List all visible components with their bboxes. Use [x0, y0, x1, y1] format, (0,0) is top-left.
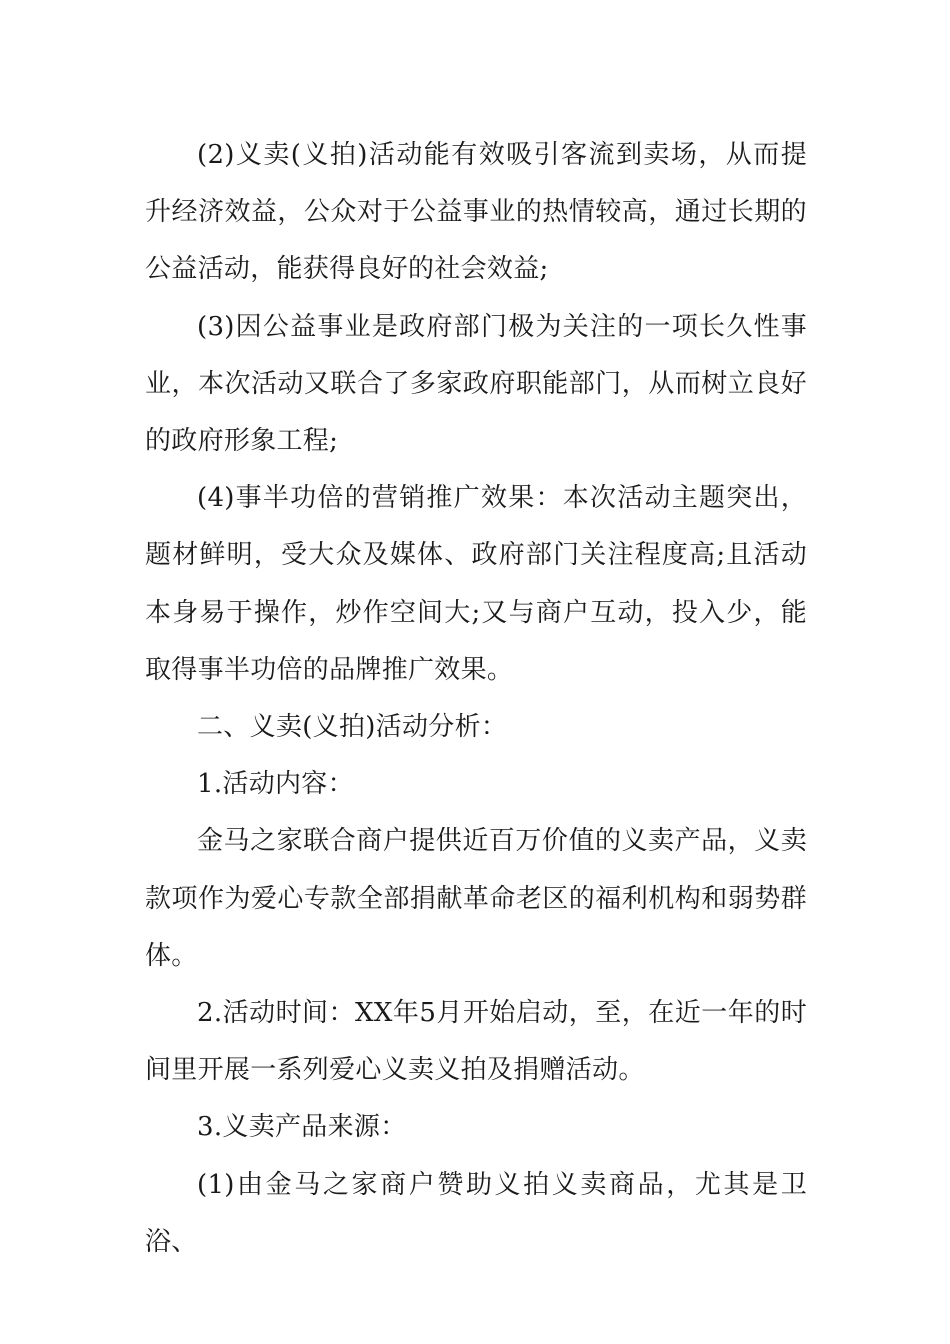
- paragraph-activity-content: 金马之家联合商户提供近百万价值的义卖产品，义卖款项作为爱心专款全部捐献革命老区的福利机构和弱势群体。: [145, 826, 807, 971]
- subheading-activity-content: 1.活动内容：: [197, 769, 354, 800]
- paragraph-product-source-1: (1)由金马之家商户赞助义拍义卖商品，尤其是卫浴、: [145, 1169, 807, 1257]
- paragraph-benefit-3: (3)因公益事业是政府部门极为关注的一项长久性事业，本次活动又联合了多家政府职能部门，从而树立良好的政府形象工程;: [145, 311, 807, 457]
- paragraph-benefit-2: (2)义卖(义拍)活动能有效吸引客流到卖场，从而提升经济效益，公众对于公益事业的热情较高，通过长期的公益活动，能获得良好的社会效益;: [145, 140, 807, 285]
- section-heading-analysis: 二、义卖(义拍)活动分析：: [197, 712, 508, 743]
- subheading-product-source: 3.义卖产品来源：: [197, 1112, 407, 1143]
- document-body: [145, 127, 807, 1271]
- paragraph-activity-time: 2.活动时间：XX年5月开始启动，至，在近一年的时间里开展一系列爱心义卖义拍及捐赠活动。: [145, 998, 807, 1086]
- paragraph-benefit-4: (4)事半功倍的营销推广效果：本次活动主题突出，题材鲜明，受大众及媒体、政府部门关注程度高;且活动本身易于操作，炒作空间大;又与商户互动，投入少，能取得事半功倍的品牌推广效果。: [145, 483, 807, 685]
